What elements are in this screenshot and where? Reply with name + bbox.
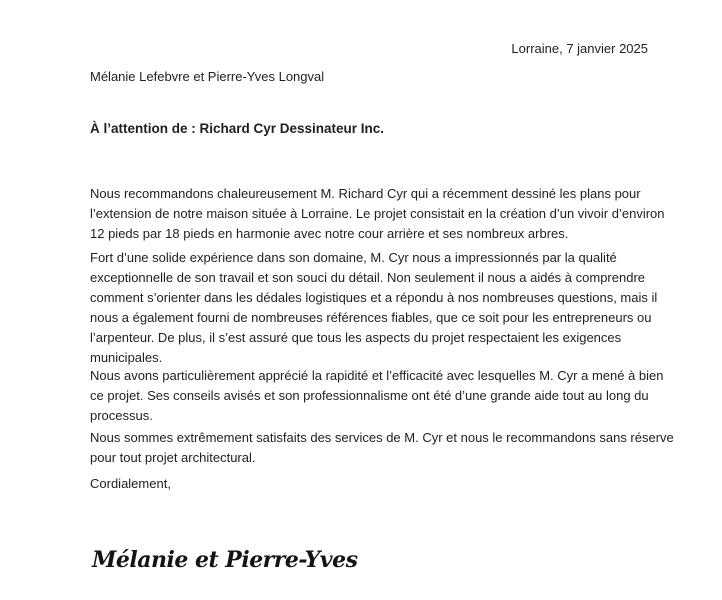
text-line: comment s’orienter dans les dédales logistiques et a répondu à nos nombreuses questions, mais il <box>90 290 658 305</box>
text-line: Nous recommandons chaleureusement M. Richard Cyr qui a récemment dessiné les plans pour <box>90 186 641 201</box>
letter-paragraph-2 <box>90 248 662 368</box>
letter-date: Lorraine, 7 janvier 2025 <box>511 41 648 56</box>
letter-paragraph-4 <box>90 428 674 468</box>
text-line: Nous avons particulièrement apprécié la rapidité et l’efficacité avec lesquelles M. Cyr a mené à bien <box>90 368 664 383</box>
text-line: processus. <box>90 408 153 423</box>
letter-attention-line: À l’attention de : Richard Cyr Dessinateur Inc. <box>90 121 385 136</box>
text-line: nous a également fourni de nombreuses références fiables, que ce soit pour les entrepreneurs ou <box>90 310 652 325</box>
text-line: l’arpenteur. De plus, il s’est assuré que tous les aspects du projet respectaient les exigences <box>90 330 622 345</box>
text-line: 12 pieds par 18 pieds en harmonie avec notre cour arrière et ses nombreux arbres. <box>90 226 569 241</box>
letter-paragraph-1 <box>90 184 665 244</box>
text-line: l’extension de notre maison située à Lorraine. Le projet consistait en la création d’un vivoir d’environ <box>90 206 665 221</box>
letter-sender: Mélanie Lefebvre et Pierre-Yves Longval <box>90 69 325 84</box>
text-line: ce projet. Ses conseils avisés et son professionnalisme ont été d’une grande aide tout au long du <box>90 388 649 403</box>
letter-closing: Cordialement, <box>90 476 171 491</box>
text-line: exceptionnelle de son travail et son souci du détail. Non seulement il nous a aidés à comprendre <box>90 270 646 285</box>
text-line: Nous sommes extrêmement satisfaits des services de M. Cyr et nous le recommandons sans réserve <box>90 430 674 445</box>
text-line: municipales. <box>90 350 163 365</box>
text-line: pour tout projet architectural. <box>90 450 256 465</box>
letter-paragraph-3 <box>90 366 662 426</box>
letter-signature: Mélanie et Pierre-Yves <box>92 547 358 573</box>
text-line: Fort d’une solide expérience dans son domaine, M. Cyr nous a impressionnés par la qualité <box>90 250 617 265</box>
